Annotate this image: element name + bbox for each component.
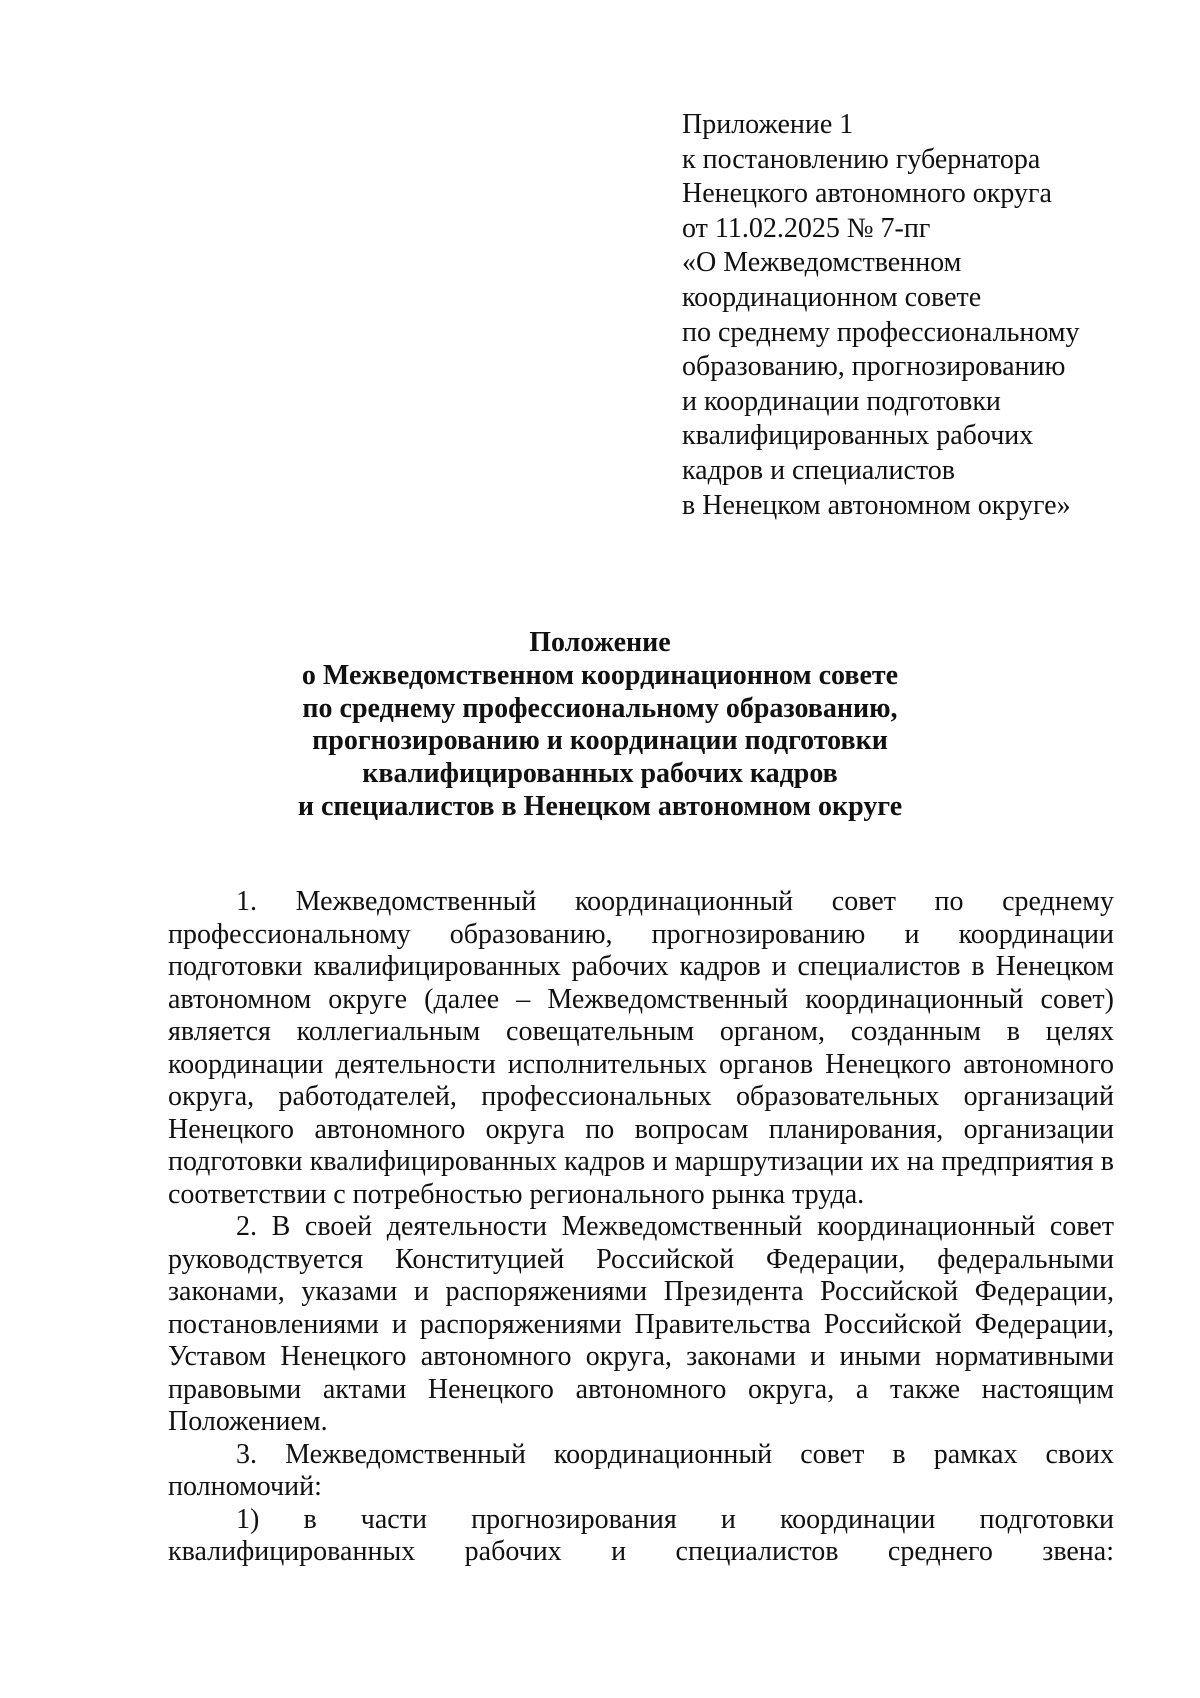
title-line: прогнозированию и координации подготовки (312, 725, 888, 757)
appendix-line: в Ненецком автономном округе» (682, 489, 1071, 521)
title-line: по среднему профессиональному образованию, (302, 692, 898, 724)
paragraph-1: 1. Межведомственный координационный совет по среднему профессиональному образованию, прогнозированию и координации подготовки квалифицированных рабочих кадров и специалистов в Ненецком автономном округе (далее – Межведомственный координационный совет) является коллегиальным совещательным органом, созданным в целях координации деятельности исполнительных органов Ненецкого автономного округа, работодателей, профессиональных образовательных организаций Ненецкого автономного округа по вопросам планирования, организации подготовки квалифицированных кадров и маршрутизации их на предприятия в соответствии с потребностью регионального рынка труда. (168, 886, 1114, 1210)
appendix-line: кадров и специалистов (682, 454, 956, 486)
title-line: и специалистов в Ненецком автономном округе (297, 790, 903, 822)
appendix-line: «О Межведомственном (682, 247, 962, 279)
appendix-line: координационном совете (682, 281, 982, 313)
title-line: Положение (529, 627, 671, 658)
appendix-line: Приложение 1 (682, 109, 854, 140)
appendix-line: к постановлению губернатора (682, 143, 1041, 175)
title-line: квалифицированных рабочих кадров (362, 758, 838, 790)
appendix-line: Ненецкого автономного округа (682, 178, 1052, 210)
document-title (150, 627, 1050, 824)
appendix-header (682, 108, 1152, 523)
paragraph-3: 3. Межведомственный координационный совет в рамках своих полномочий: (168, 1438, 1114, 1502)
appendix-line: от 11.02.2025 № 7-пг (682, 212, 931, 244)
document-body (168, 886, 1114, 1569)
appendix-line: и координации подготовки (682, 385, 1001, 417)
paragraph-2: 2. В своей деятельности Межведомственный координационный совет руководствуется Конституцией Российской Федерации, федеральными законами, указами и распоряжениями Президента Российской Федерации, постановлениями и распоряжениями Правительства Российской Федерации, Уставом Ненецкого автономного округа, законами и иными нормативными правовыми актами Ненецкого автономного округа, а также настоящим Положением. (168, 1211, 1114, 1437)
subitem-1: 1) в части прогнозирования и координации подготовки квалифицированных рабочих и специалистов среднего звена: (168, 1503, 1114, 1567)
title-line: о Межведомственном координационном совете (301, 659, 899, 691)
appendix-line: образованию, прогнозированию (682, 351, 1066, 383)
appendix-line: по среднему профессиональному (682, 316, 1080, 348)
appendix-line: квалифицированных рабочих (682, 420, 1034, 452)
